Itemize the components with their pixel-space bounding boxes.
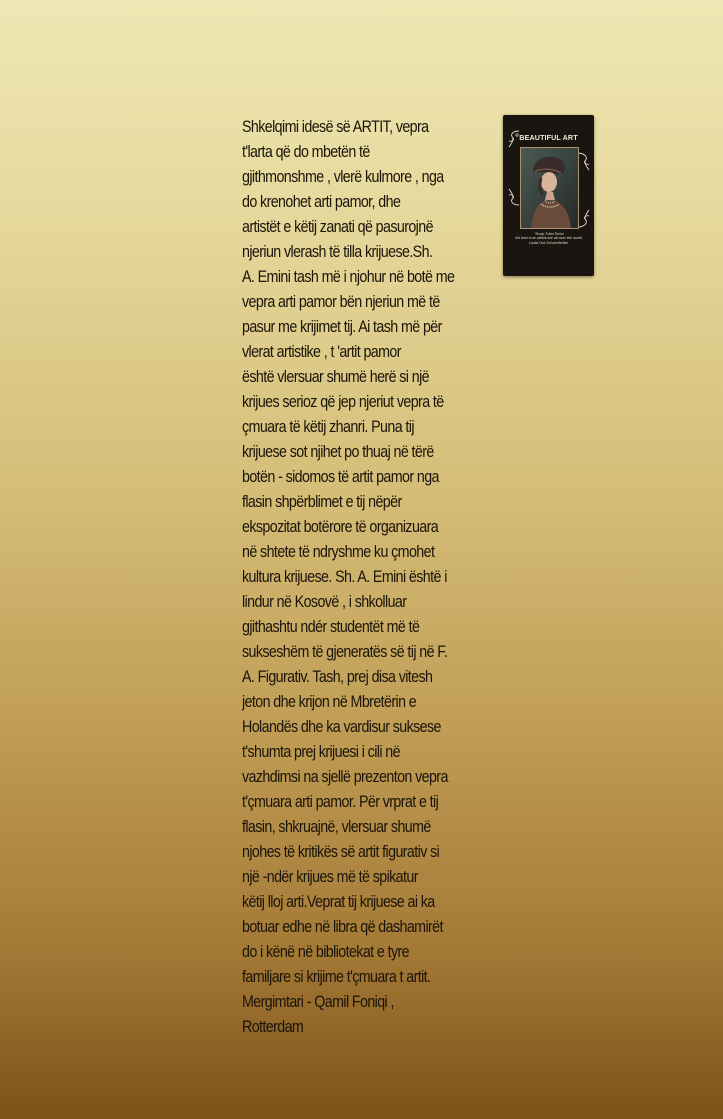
article-line: botuar edhe në libra që dashamirët: [242, 917, 443, 936]
article-line: një -ndër krijues më të spikatur: [242, 867, 418, 886]
article-line: Shkelqimi idesë së ARTIT, vepra: [242, 117, 429, 136]
article-line: këtij lloj arti.Veprat tij krijuese ai ka: [242, 892, 435, 911]
book-cover-caption: Shaqir Adem Emini: [535, 232, 564, 236]
article-line: t'larta që do mbetën të: [242, 142, 370, 161]
article-line: çmuara të këtij zhanri. Puna tij: [242, 417, 414, 436]
article-line: Holandës dhe ka vardisur suksese: [242, 717, 441, 736]
article-line: Mergimtari - Qamil Foniqi ,: [242, 992, 394, 1011]
article-line: është vlersuar shumë herë si një: [242, 367, 429, 386]
article-line: A. Figurativ. Tash, prej disa vitesh: [242, 667, 433, 686]
article-line: gjithashtu ndér studentët më të: [242, 617, 420, 636]
book-cover-title: BEAUTIFUL ART: [519, 133, 578, 142]
article-line: njohes të kritikës së artit figurativ si: [242, 842, 440, 861]
article-line: botën - sidomos të artit pamor nga: [242, 467, 439, 486]
ornament-bottom-right-icon: [577, 209, 591, 229]
article-line: sukseshëm të gjeneratës së tij në F.: [242, 642, 448, 661]
article-line: jeton dhe krijon në Mbretërin e: [242, 692, 417, 711]
ornament-right-icon: [577, 151, 591, 171]
article-line: do i kënë në bibliotekat e tyre: [242, 942, 409, 961]
book-cover-image: [503, 115, 594, 276]
article-line: krijues serioz që jep njeriut vepra të: [242, 392, 444, 411]
article-line: t'shumta prej krijuesi i cili në: [242, 742, 400, 761]
portrait-woman-icon: [521, 148, 578, 228]
article-line: vepra arti pamor bën njeriun më të: [242, 292, 440, 311]
article-line: familjare si krijime t'çmuara t artit.: [242, 967, 431, 986]
book-cover-subtitle: [513, 236, 584, 245]
article-line: flasin, shkruajnë, vlersuar shumë: [242, 817, 431, 836]
article-line: ekspozitat botërore të organizuara: [242, 517, 439, 536]
article-line: pasur me krijimet tij. Ai tash më për: [242, 317, 442, 336]
article-line: Rotterdam: [242, 1017, 304, 1036]
article-line: flasin shpërblimet e tij nëpër: [242, 492, 402, 511]
article-line: gjithmonshme , vlerë kulmore , nga: [242, 167, 444, 186]
article-line: njeriun vlerash të tilla krijuese.Sh.: [242, 242, 433, 261]
article-line: A. Emini tash më i njohur në botë me: [242, 267, 455, 286]
article-line: vlerat artistike , t 'artit pamor: [242, 342, 401, 361]
article-line: kultura krijuese. Sh. A. Emini është i: [242, 567, 447, 586]
article-line: artistët e këtij zanati që pasurojnë: [242, 217, 433, 236]
article-line: t'çmuara arti pamor. Për vrprat e tij: [242, 792, 439, 811]
article-line: lindur në Kosovë , i shkolluar: [242, 592, 407, 611]
article-line: krijuese sot njihet po thuaj në tërë: [242, 442, 434, 461]
ornament-bottom-left-icon: [507, 187, 521, 207]
book-cover-author-line: Linda Ord-Schoenfelder: [528, 240, 569, 245]
article-line: vazhdimsi na sjellë prezenton vepra: [242, 767, 448, 786]
portrait-painting: [520, 147, 579, 236]
article-line: në shtete të ndryshme ku çmohet: [242, 542, 435, 561]
book-cover-subtitle-line: Art from true artists are all over the world: [515, 236, 582, 240]
article-line: do krenohet arti pamor, dhe: [242, 192, 401, 211]
article-body-text: [242, 114, 455, 1039]
